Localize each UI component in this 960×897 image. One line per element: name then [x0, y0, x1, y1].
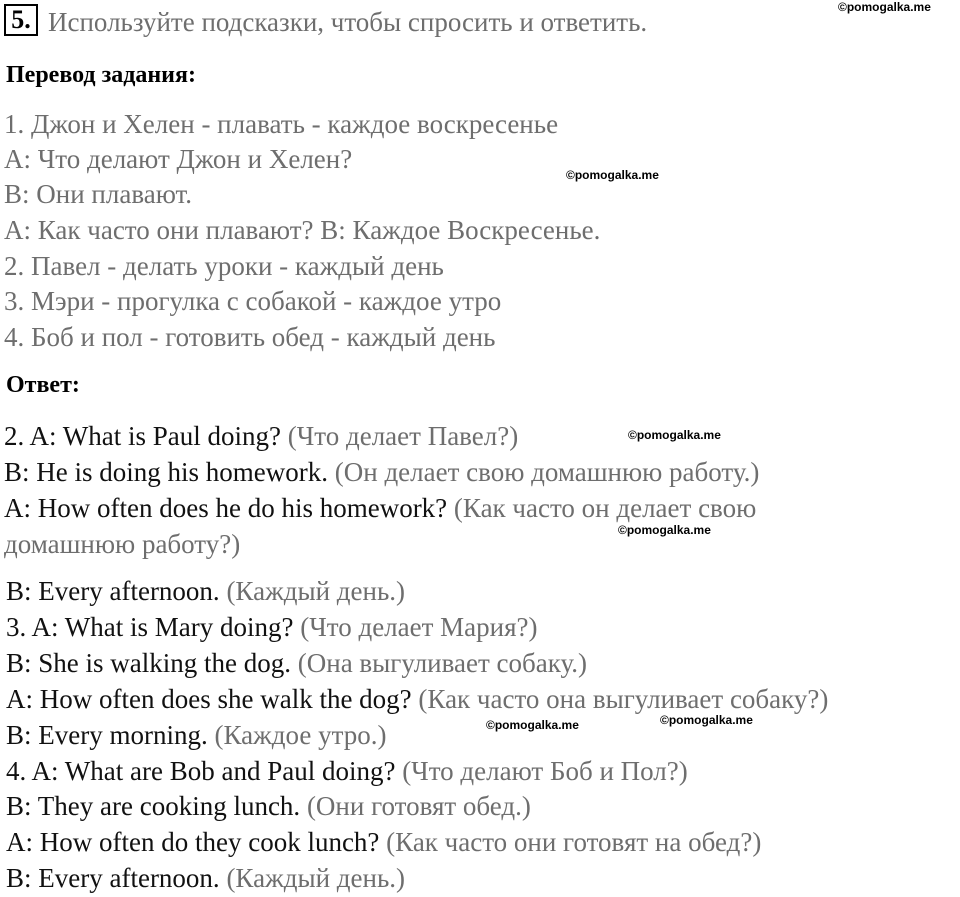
watermark: ©pomogalka.me: [618, 523, 711, 537]
translation-line: В: Они плавают.: [4, 179, 193, 209]
answer-line: 2. A: What is Paul doing? (Что делает Павел?): [4, 421, 519, 451]
translation-line: А: Как часто они плавают? В: Каждое Воскресенье.: [4, 215, 601, 245]
translation-line: 1. Джон и Хелен - плавать - каждое воскресенье: [4, 109, 559, 139]
answer-line: B: Every afternoon. (Каждый день.): [6, 863, 406, 893]
translation-line: А: Что делают Джон и Хелен?: [4, 144, 353, 174]
answer-line: B: She is walking the dog. (Она выгуливает собаку.): [6, 648, 588, 678]
answer-line: B: Every morning. (Каждое утро.): [6, 720, 387, 750]
watermark: ©pomogalka.me: [486, 718, 579, 732]
answer-line: A: How often does she walk the dog? (Как часто она выгуливает собаку?): [6, 684, 829, 714]
answer-line: B: He is doing his homework. (Он делает свою домашнюю работу.): [4, 457, 760, 487]
answer-line: A: How often does he do his homework? (Как часто он делает свою: [4, 493, 757, 523]
answer-line: 3. A: What is Mary doing? (Что делает Мария?): [6, 612, 538, 642]
answer-line: A: How often do they cook lunch? (Как часто они готовят на обед?): [6, 827, 762, 857]
task-number: 5.: [4, 4, 38, 36]
watermark: ©pomogalka.me: [566, 168, 659, 182]
answer-line: B: They are cooking lunch. (Они готовят обед.): [6, 791, 531, 821]
translation-line: 3. Мэри - прогулка с собакой - каждое утро: [4, 286, 502, 316]
answer-heading: Ответ:: [6, 372, 80, 398]
answer-line: домашнюю работу?): [4, 529, 241, 559]
answer-line: 4. A: What are Bob and Paul doing? (Что делают Боб и Пол?): [6, 756, 688, 786]
translation-heading: Перевод задания:: [6, 62, 196, 88]
answer-line: B: Every afternoon. (Каждый день.): [6, 576, 406, 606]
translation-line: 2. Павел - делать уроки - каждый день: [4, 251, 444, 281]
watermark: ©pomogalka.me: [660, 713, 753, 727]
watermark: ©pomogalka.me: [838, 0, 931, 14]
translation-line: 4. Боб и пол - готовить обед - каждый день: [4, 322, 496, 352]
watermark: ©pomogalka.me: [628, 428, 721, 442]
task-instruction: Используйте подсказки, чтобы спросить и ответить.: [48, 7, 648, 37]
